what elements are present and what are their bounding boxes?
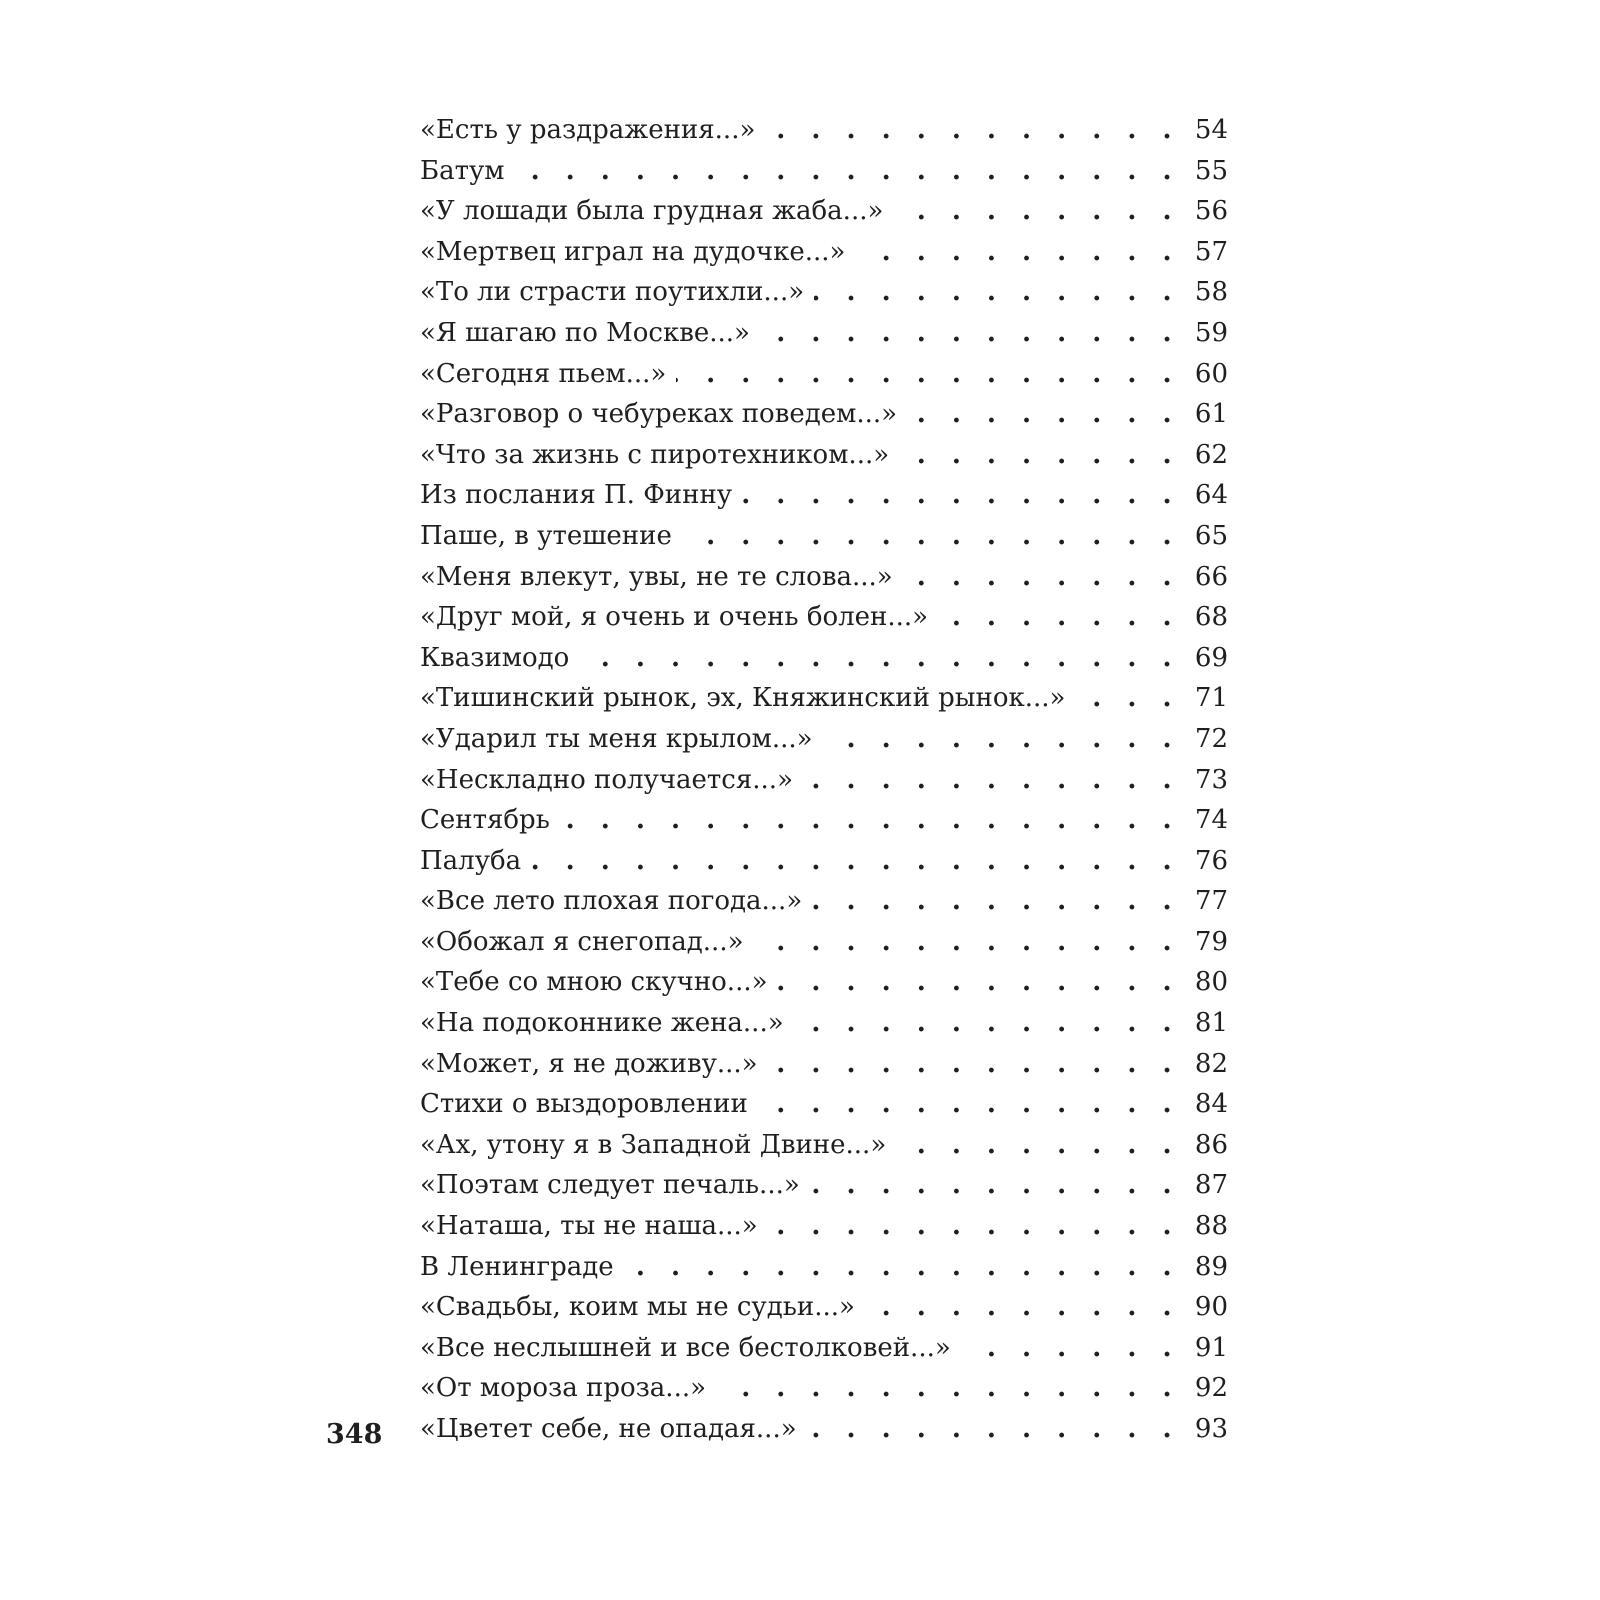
toc-entry: [420, 557, 1228, 598]
toc-entry-page-number: 80: [1194, 967, 1228, 998]
toc-entry-page-number: 60: [1194, 358, 1228, 389]
dot-leader: [742, 475, 1180, 516]
toc-entry-title: «У лошади была грудная жаба...»: [420, 196, 884, 227]
toc-entry-page-number: 73: [1194, 764, 1228, 795]
toc-entry-page-number: 62: [1194, 439, 1228, 470]
toc-entry-title: «От мороза проза...»: [420, 1373, 706, 1404]
toc-entry: [420, 841, 1228, 882]
dot-leader: [961, 1328, 1180, 1369]
toc-entry-page-number: 93: [1194, 1414, 1228, 1444]
toc-entry-page-number: 90: [1194, 1292, 1228, 1323]
toc-entry-title: «Сегодня пьем...»: [420, 358, 667, 389]
toc-entry: [420, 760, 1228, 801]
dot-leader: [907, 394, 1180, 435]
dot-leader: [624, 1247, 1180, 1288]
toc-entry-title: «Мертвец играл на дудочке...»: [420, 236, 846, 267]
toc-entry-title: Квазимодо: [420, 642, 570, 673]
toc-entry-page-number: 65: [1194, 520, 1228, 551]
toc-entry: [420, 962, 1228, 1003]
toc-entry: [420, 1125, 1228, 1166]
dot-leader: [810, 1165, 1180, 1206]
toc-entry: [420, 800, 1228, 841]
dot-leader: [676, 354, 1180, 395]
dot-leader: [794, 1003, 1180, 1044]
toc-entry-title: «Наташа, ты не наша...»: [420, 1211, 758, 1242]
toc-entry: [420, 1247, 1228, 1288]
dot-leader: [531, 841, 1180, 882]
toc-entry-title: «Ударил ты меня крылом...»: [420, 723, 813, 754]
dot-leader: [754, 922, 1181, 963]
toc-entry-page-number: 64: [1194, 480, 1228, 511]
toc-entry-title: «Ах, утону я в Западной Двине...»: [420, 1129, 887, 1160]
toc-entry-page-number: 86: [1194, 1129, 1228, 1160]
toc-entry-title: «Есть у раздражения...»: [420, 115, 756, 145]
dot-leader: [760, 313, 1180, 354]
toc-entry-title: «Свадьбы, коим мы не судьи...»: [420, 1292, 855, 1323]
toc-entry-page-number: 71: [1194, 683, 1228, 714]
toc-entry: [420, 110, 1228, 151]
toc-entry: [420, 1084, 1228, 1125]
toc-entry: [420, 191, 1228, 232]
toc-entry-title: «На подоконнике жена...»: [420, 1008, 784, 1039]
toc-entry: [420, 678, 1228, 719]
toc-entry-page-number: 74: [1194, 805, 1228, 836]
dot-leader: [812, 881, 1180, 922]
toc-entry: [420, 232, 1228, 273]
toc-entry: [420, 1409, 1228, 1450]
toc-entry-title: «Поэтам следует печаль...»: [420, 1170, 800, 1201]
toc-entry: [420, 1206, 1228, 1247]
dot-leader: [814, 272, 1180, 313]
dot-leader: [768, 1044, 1180, 1085]
dot-leader: [803, 760, 1180, 801]
toc-entry-page-number: 58: [1194, 277, 1228, 308]
toc-entry-page-number: 88: [1194, 1211, 1228, 1242]
toc-entry-page-number: 68: [1194, 602, 1228, 633]
toc-entry: [420, 313, 1228, 354]
toc-entry-title: Паше, в утешение: [420, 520, 672, 551]
toc-entry-page-number: 77: [1194, 886, 1228, 917]
toc-entry: [420, 1044, 1228, 1085]
toc-entry-page-number: 66: [1194, 561, 1228, 592]
toc-entry: [420, 638, 1228, 679]
toc-entry: [420, 151, 1228, 192]
dot-leader: [758, 1084, 1180, 1125]
toc-entry-title: «Нескладно получается...»: [420, 764, 793, 795]
toc-entry: [420, 272, 1228, 313]
toc-entry: [420, 516, 1228, 557]
toc-entry: [420, 435, 1228, 476]
toc-entry-title: «Обожал я снегопад...»: [420, 926, 744, 957]
toc-entry: [420, 1368, 1228, 1409]
toc-entry-title: Палуба: [420, 845, 522, 876]
toc-entry-title: В Ленинграде: [420, 1251, 614, 1282]
toc-entry-page-number: 76: [1194, 845, 1228, 876]
toc-entry-title: «Я шагаю по Москве...»: [420, 317, 750, 348]
toc-entry-title: «Меня влекут, увы, не те слова...»: [420, 561, 893, 592]
dot-leader: [896, 1125, 1180, 1166]
toc-entry: [420, 475, 1228, 516]
dot-leader: [938, 597, 1180, 638]
dot-leader: [893, 191, 1180, 232]
dot-leader: [1075, 678, 1180, 719]
dot-leader: [778, 962, 1180, 1003]
toc-entry: [420, 1328, 1228, 1369]
toc-entry-page-number: 57: [1194, 236, 1228, 267]
page-number: 348: [326, 1419, 383, 1450]
toc-entry-page-number: 56: [1194, 196, 1228, 227]
toc-entry-page-number: 89: [1194, 1251, 1228, 1282]
toc-entry-title: Стихи о выздоровлении: [420, 1089, 748, 1120]
dot-leader: [765, 110, 1180, 151]
toc-entry-title: «То ли страсти поутихли...»: [420, 277, 805, 308]
toc-entry-title: «Что за жизнь с пиротехником...»: [420, 439, 890, 470]
dot-leader: [515, 151, 1180, 192]
toc-entry-title: «Тебе со мною скучно...»: [420, 967, 768, 998]
toc-entry-page-number: 59: [1194, 317, 1228, 348]
dot-leader: [823, 719, 1180, 760]
toc-entry-page-number: 87: [1194, 1170, 1228, 1201]
toc-entry: [420, 922, 1228, 963]
toc-entry: [420, 354, 1228, 395]
dot-leader: [716, 1368, 1180, 1409]
toc-entry-page-number: 84: [1194, 1089, 1228, 1120]
toc-entry-title: Сентябрь: [420, 805, 550, 836]
toc-entry-page-number: 91: [1194, 1332, 1228, 1363]
dot-leader: [560, 800, 1180, 841]
toc-entry: [420, 719, 1228, 760]
dot-leader: [768, 1206, 1180, 1247]
toc-entry-title: «Все неслышней и все бестолковей...»: [420, 1332, 951, 1363]
toc-entry-page-number: 61: [1194, 399, 1228, 430]
toc-entry-title: «Тишинский рынок, эх, Княжинский рынок...»: [420, 683, 1066, 714]
toc-entry: [420, 881, 1228, 922]
dot-leader: [682, 516, 1180, 557]
dot-leader: [807, 1409, 1180, 1450]
toc-entry-title: «Разговор о чебуреках поведем...»: [420, 399, 898, 430]
toc-entry-title: «Цветет себе, не опадая...»: [420, 1414, 797, 1444]
toc-entry-page-number: 92: [1194, 1373, 1228, 1404]
toc-entry-page-number: 72: [1194, 723, 1228, 754]
toc-entry-page-number: 81: [1194, 1008, 1228, 1039]
toc-entry: [420, 394, 1228, 435]
toc-entry: [420, 597, 1228, 638]
dot-leader: [899, 435, 1180, 476]
toc-entry-page-number: 82: [1194, 1048, 1228, 1079]
table-of-contents: [420, 110, 1228, 1450]
toc-entry-page-number: 79: [1194, 926, 1228, 957]
dot-leader: [855, 232, 1180, 273]
dot-leader: [865, 1287, 1180, 1328]
toc-entry: [420, 1003, 1228, 1044]
toc-entry: [420, 1287, 1228, 1328]
toc-entry-title: «Друг мой, я очень и очень болен...»: [420, 602, 929, 633]
toc-entry-title: Батум: [420, 155, 505, 186]
toc-entry-title: «Все лето плохая погода...»: [420, 886, 803, 917]
toc-entry-page-number: 55: [1194, 155, 1228, 186]
toc-entry-title: Из послания П. Финну: [420, 480, 733, 511]
toc-entry-page-number: 69: [1194, 642, 1228, 673]
toc-entry-title: «Может, я не доживу...»: [420, 1048, 758, 1079]
toc-entry-page-number: 54: [1194, 115, 1228, 145]
toc-entry: [420, 1165, 1228, 1206]
dot-leader: [579, 638, 1180, 679]
dot-leader: [903, 557, 1180, 598]
